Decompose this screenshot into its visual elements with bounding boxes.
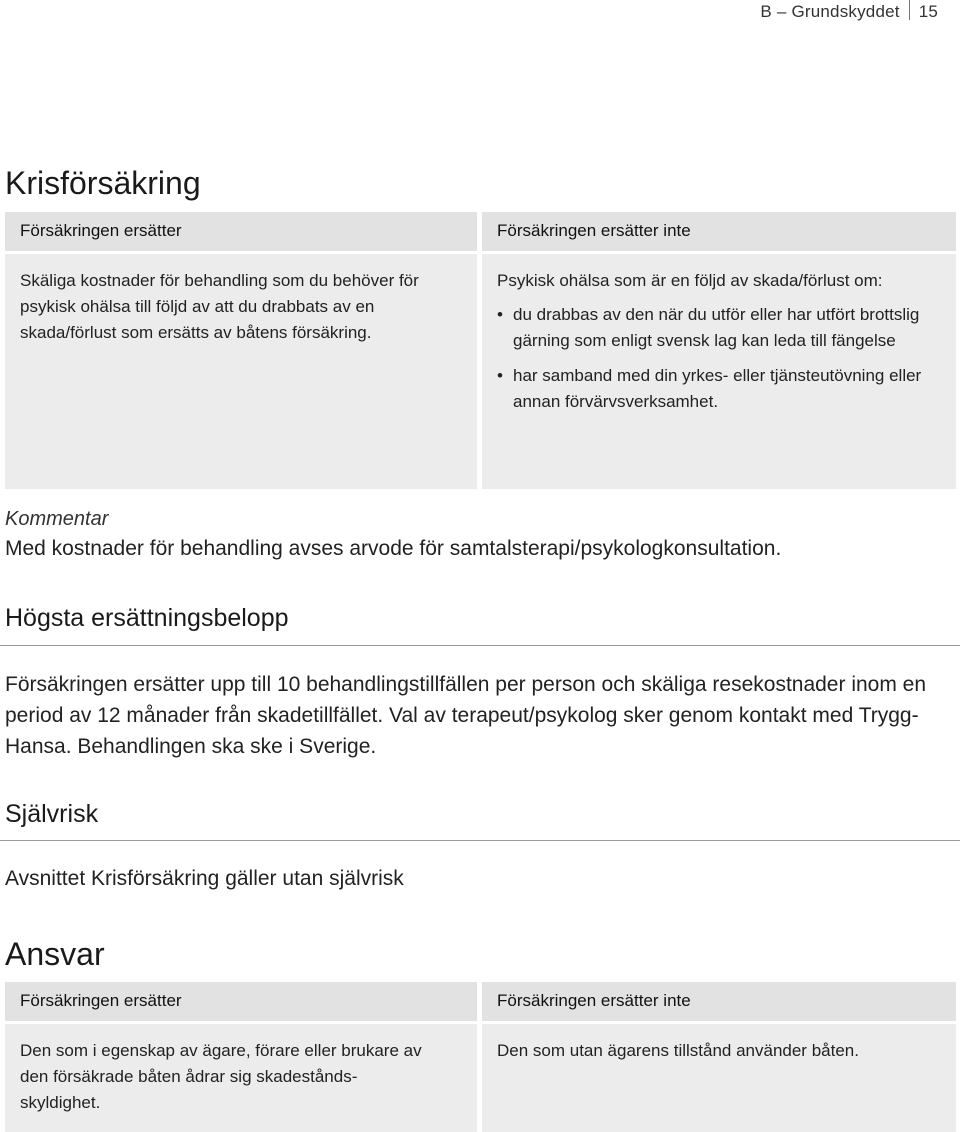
section-title-sjalvrisk: Självrisk bbox=[5, 800, 99, 828]
section-title-hogsta: Högsta ersättningsbelopp bbox=[5, 604, 289, 632]
not-covers-list bbox=[497, 302, 938, 415]
ansvar-not-covers-panel bbox=[482, 982, 956, 1132]
covers-panel bbox=[5, 212, 477, 489]
list-item: • har samband med din yrkes- eller tjänsteutövning eller annan förvärvsverksamhet. bbox=[497, 363, 938, 415]
comment-label: Kommentar bbox=[5, 508, 109, 530]
divider bbox=[0, 645, 960, 646]
sjalvrisk-text: Avsnittet Krisförsäkring gäller utan självrisk bbox=[5, 867, 404, 890]
section-title-krisforsakring: Krisförsäkring bbox=[5, 165, 201, 201]
page-number: 15 bbox=[918, 2, 938, 21]
ansvar-not-covers-body bbox=[497, 1038, 938, 1064]
ansvar-not-covers-text: Den som utan ägarens tillstånd använder båten. bbox=[497, 1041, 859, 1060]
not-covers-intro: Psykisk ohälsa som är en följd av skada/förlust om: bbox=[497, 271, 883, 290]
ansvar-not-covers-heading: Försäkringen ersätter inte bbox=[482, 982, 956, 1024]
covers-heading: Försäkringen ersätter bbox=[5, 212, 477, 254]
divider bbox=[0, 840, 960, 841]
list-item: • du drabbas av den när du utför eller har utfört brottslig gärning som enligt svensk lag kan leda till fängelse bbox=[497, 302, 938, 354]
header-section: B – Grundskyddet bbox=[760, 2, 900, 21]
section-title-ansvar: Ansvar bbox=[5, 936, 105, 972]
ansvar-covers-body bbox=[20, 1038, 437, 1116]
ansvar-covers-text: Den som i egenskap av ägare, förare eller brukare av den försäkrade båten ådrar sig skadestånds-skyldighet. bbox=[20, 1041, 422, 1112]
covers-body bbox=[20, 268, 459, 346]
ansvar-covers-heading: Försäkringen ersätter bbox=[5, 982, 477, 1024]
not-covers-body bbox=[497, 268, 938, 424]
hogsta-text: Försäkringen ersätter upp till 10 behandlingstillfällen per person och skäliga resekostnader inom en period av 12 månader från skadetillfället. Val av terapeut/psykolog sker genom kontakt med Trygg-Hansa. Behandlingen ska ske i Sverige. bbox=[5, 673, 927, 758]
comment-text: Med kostnader för behandling avses arvode för samtalsterapi/psykologkonsultation. bbox=[5, 537, 782, 560]
not-covers-panel bbox=[482, 212, 956, 489]
header-divider bbox=[909, 0, 910, 20]
not-covers-heading: Försäkringen ersätter inte bbox=[482, 212, 956, 254]
covers-text: Skäliga kostnader för behandling som du behöver för psykisk ohälsa till följd av att du drabbats av en skada/förlust som ersätts av båtens försäkring. bbox=[20, 271, 419, 342]
ansvar-covers-panel bbox=[5, 982, 477, 1132]
page-header bbox=[760, 0, 938, 24]
